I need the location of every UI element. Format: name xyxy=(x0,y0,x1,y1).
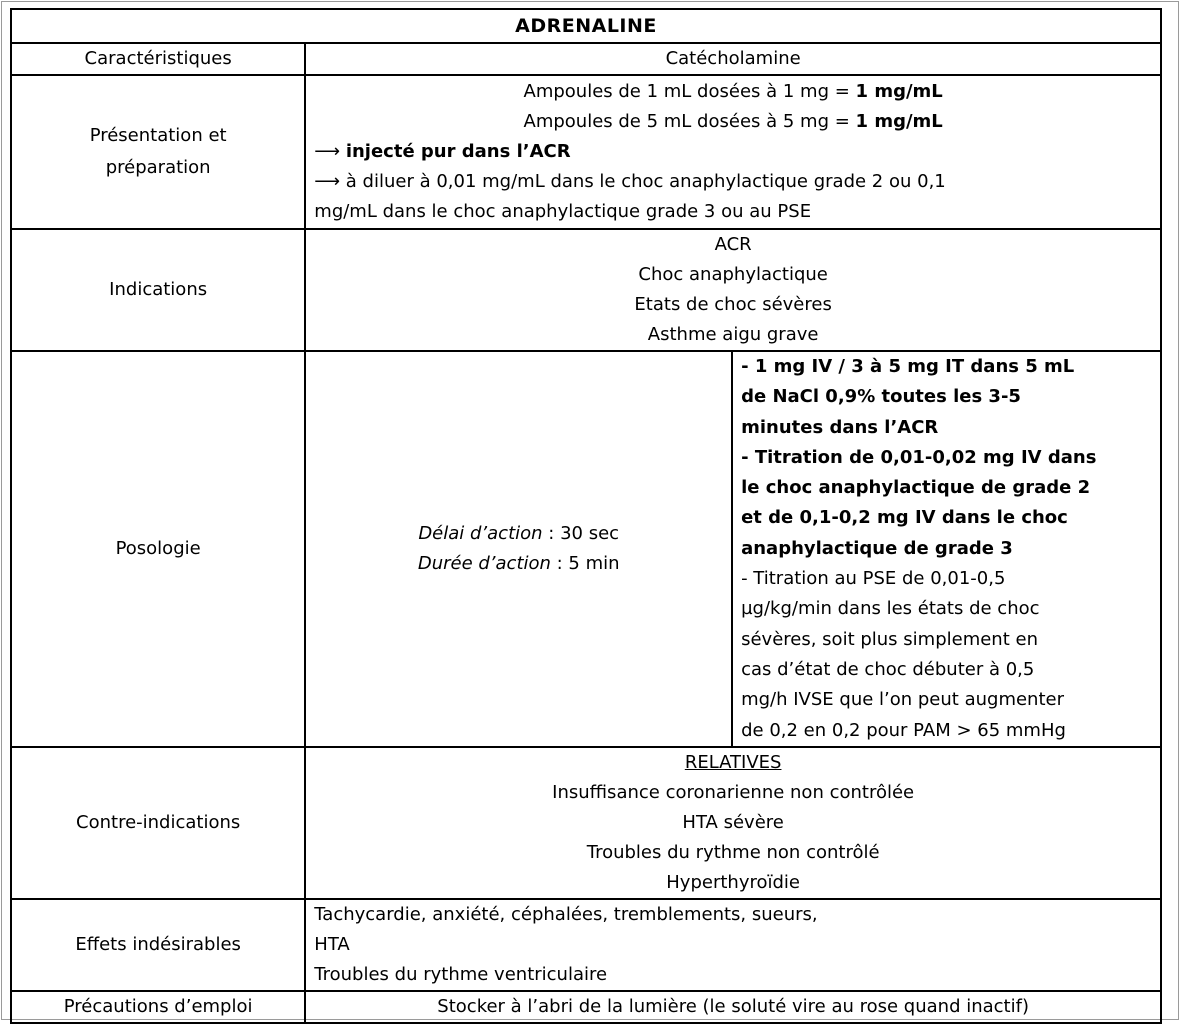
contre-indications-content xyxy=(305,747,1161,899)
label-presentation-line2: préparation xyxy=(105,157,211,178)
effets-content xyxy=(305,899,1161,991)
row-effets-indesirables xyxy=(11,899,1161,991)
label-effets-indesirables: Effets indésirables xyxy=(11,899,305,991)
dosing-line: - 1 mg IV / 3 à 5 mg IT dans 5 mL xyxy=(741,356,1075,377)
table-title: ADRENALINE xyxy=(11,9,1161,43)
row-contre-indications xyxy=(11,747,1161,899)
header-class: Catécholamine xyxy=(305,43,1161,75)
indication-item: Asthme aigu grave xyxy=(647,324,819,345)
presentation-line-1 xyxy=(314,77,1152,107)
presentation-line-2 xyxy=(314,107,1152,137)
presentation-line-2-text: Ampoules de 5 mL dosées à 5 mg = xyxy=(523,111,856,132)
effet-item: Troubles du rythme ventriculaire xyxy=(314,963,608,985)
dosing-line: de 0,2 en 0,2 pour PAM > 65 mmHg xyxy=(741,719,1066,741)
title-row xyxy=(11,9,1161,43)
indication-item: Etats de choc sévères xyxy=(634,294,832,315)
dosing-line: et de 0,1-0,2 mg IV dans le choc xyxy=(741,507,1068,529)
precautions-content: Stocker à l’abri de la lumière (le soluté vire au rose quand inactif) xyxy=(305,991,1161,1023)
duree-value: : 5 min xyxy=(550,552,620,574)
presentation-line-3-bold: injecté pur dans l’ACR xyxy=(345,141,571,162)
presentation-content xyxy=(305,75,1161,229)
presentation-line-5: mg/mL dans le choc anaphylactique grade 3 ou au PSE xyxy=(314,201,812,222)
contre-indication-item: Insuffisance coronarienne non contrôlée xyxy=(552,781,915,803)
effet-item: Tachycardie, anxiété, céphalées, tremblements, sueurs, xyxy=(314,903,818,925)
dosing-line: de NaCl 0,9% toutes les 3-5 xyxy=(741,386,1021,408)
dosing-line: cas d’état de choc débuter à 0,5 xyxy=(741,658,1035,680)
contre-indication-item: Troubles du rythme non contrôlé xyxy=(586,841,880,863)
posologie-timing xyxy=(305,351,732,747)
contre-indication-item: Hyperthyroïdie xyxy=(666,871,800,893)
delai-action xyxy=(314,519,723,549)
duree-label: Durée d’action xyxy=(417,552,551,574)
label-presentation-line1: Présentation et xyxy=(89,125,227,146)
drug-table xyxy=(10,8,1162,1024)
label-presentation xyxy=(11,75,305,229)
dosing-line: - Titration au PSE de 0,01-0,5 xyxy=(741,568,1006,590)
row-precautions xyxy=(11,991,1161,1023)
dosing-line: mg/h IVSE que l’on peut augmenter xyxy=(741,689,1064,711)
presentation-line-1-text: Ampoules de 1 mL dosées à 1 mg = xyxy=(523,81,856,102)
dosing-line: minutes dans l’ACR xyxy=(741,416,939,438)
indication-item: Choc anaphylactique xyxy=(638,264,828,285)
dosing-line: µg/kg/min dans les états de choc xyxy=(741,598,1040,620)
row-indications xyxy=(11,229,1161,351)
dosing-line: - Titration de 0,01-0,02 mg IV dans xyxy=(741,446,1097,468)
dosing-line: anaphylactique de grade 3 xyxy=(741,537,1013,559)
header-row xyxy=(11,43,1161,75)
dosing-line: le choc anaphylactique de grade 2 xyxy=(741,477,1091,499)
row-posologie xyxy=(11,351,1161,747)
arrow-icon: ⟶ xyxy=(314,141,346,162)
contre-indications-heading: RELATIVES xyxy=(684,751,782,773)
presentation-line-2-bold: 1 mg/mL xyxy=(855,111,943,132)
effet-item: HTA xyxy=(314,933,350,955)
delai-value: : 30 sec xyxy=(542,522,620,544)
row-presentation xyxy=(11,75,1161,229)
label-indications: Indications xyxy=(11,229,305,351)
indications-content xyxy=(305,229,1161,351)
posologie-dosing xyxy=(732,351,1161,747)
indication-item: ACR xyxy=(714,234,752,255)
duree-action xyxy=(314,549,723,579)
presentation-line-1-bold: 1 mg/mL xyxy=(855,81,943,102)
delai-label: Délai d’action xyxy=(418,522,543,544)
presentation-line-3 xyxy=(314,137,1152,167)
presentation-line-4: ⟶ à diluer à 0,01 mg/mL dans le choc anaphylactique grade 2 ou 0,1 xyxy=(314,171,946,192)
label-contre-indications: Contre-indications xyxy=(11,747,305,899)
dosing-line: sévères, soit plus simplement en xyxy=(741,628,1038,650)
label-precautions: Précautions d’emploi xyxy=(11,991,305,1023)
header-caracteristiques: Caractéristiques xyxy=(11,43,305,75)
contre-indication-item: HTA sévère xyxy=(682,811,784,833)
label-posologie: Posologie xyxy=(11,351,305,747)
